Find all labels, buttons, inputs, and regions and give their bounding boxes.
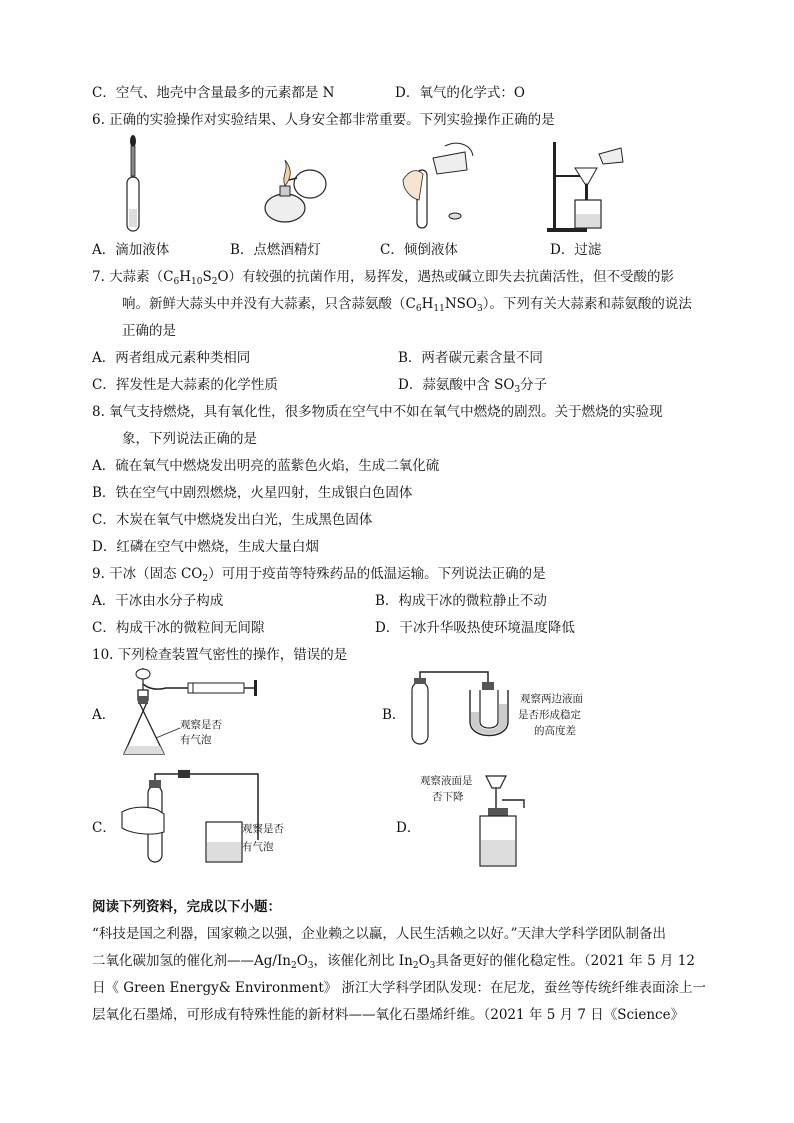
q6-option-a: A．滴加液体 [92,242,170,258]
note-a-line1: 观察是否 [180,719,222,731]
note-d-line2: 否下降 [432,791,464,803]
note-d-line1: 观察液面是 [420,775,473,787]
dropper-figure [118,133,150,233]
q9-stem: 9. 干冰（固态 $CO_2$）可用于疫苗等特殊药品的低温运输。下列说法正确的是 [92,566,546,584]
reading-line4: 层氧化石墨烯，可形成有特殊性能的新材料——氧化石墨烯纤维。（2021 年 5 月 7 日《Science》 [92,1007,685,1023]
q6-stem: 6. 正确的实验操作对实验结果、人身安全都非常重要。下列实验操作正确的是 [92,112,555,128]
q10-stem: 10. 下列检查装置气密性的操作，错误的是 [92,647,348,663]
q10-label-c: C． [92,820,116,836]
u-tube-figure [408,668,598,748]
q7-option-d: D．蒜氨酸中含 $SO_3$分子 [398,377,548,395]
q8-option-c: C．木炭在氧气中燃烧发出白光，生成黑色固体 [92,512,373,528]
q8-stem-line2: 象，下列说法正确的是 [122,431,257,447]
q7-option-c: C．挥发性是大蒜素的化学性质 [92,377,278,393]
q6-option-c: C．倾倒液体 [380,242,458,258]
note-c-line1: 观察是否 [242,823,284,835]
reading-line1: “科技是国之利器，国家赖之以强，企业赖之以赢，人民生活赖之以好。”天津大学科学团队制备出 [92,926,667,942]
q7-stem-line2: 响。新鲜大蒜头中并没有大蒜素，只含蒜氨酸$(C_6H_{11}NSO_3)$。下列有关大蒜素和蒜氨酸的说法 [122,296,692,314]
pouring-liquid-figure [395,140,475,235]
q7-option-b: B．两者碳元素含量不同 [398,350,543,366]
q7-option-a: A．两者组成元素种类相同 [92,350,251,366]
q10-label-b: B． [382,707,406,723]
q10-label-a: A． [92,707,116,723]
note-b-line3: 的高度差 [534,725,576,737]
syringe-flask-figure [118,668,268,760]
reading-line2: 二氧化碳加氢的催化剂$——Ag/In_2O_3$，该催化剂比 $In_2O_3$具备更好的催化稳定性。（2021 年 5 月 12 [92,953,695,971]
note-a-line2: 有气泡 [180,734,212,746]
q9-option-c: C．构成干冰的微粒间无间隙 [92,620,265,636]
reading-line3: 日《 Green Energy& Environment》 浙江大学科学团队发现：在尼龙，蚕丝等传统纤维表面涂上一 [92,980,707,996]
q9-option-b: B．构成干冰的微粒静止不动 [375,593,547,609]
q10-label-d: D． [396,820,421,836]
note-b-line2: 是否形成稳定 [518,709,581,721]
q5-option-c: C．空气、地壳中含量最多的元素都是 N [92,85,335,101]
q6-option-b: B．点燃酒精灯 [230,242,321,258]
note-c-line2: 有气泡 [242,841,274,853]
note-b-line1: 观察两边液面 [520,693,583,705]
q8-option-d: D．红磷在空气中燃烧，生成大量白烟 [92,539,319,555]
q5-option-d: D．氧气的化学式：O [395,85,525,101]
q9-option-d: D．干冰升华吸热使环境温度降低 [375,620,575,636]
q7-stem-line3: 正确的是 [122,323,176,339]
q7-stem-line1: 7. 大蒜素$(C_6H_{10}S_2O)$有较强的抗菌作用，易挥发，遇热或碱立即失去抗菌活性，但不受酸的影 [92,269,675,287]
hand-tube-figure [118,770,298,866]
q8-stem-line1: 8. 氧气支持燃烧，具有氧化性，很多物质在空气中不如在氧气中燃烧的剧烈。关于燃烧的实验现 [92,404,663,420]
funnel-bottle-figure [420,770,550,870]
q6-option-d: D．过滤 [550,242,602,258]
q8-option-b: B．铁在空气中剧烈燃烧，火星四射，生成银白色固体 [92,485,413,501]
q8-option-a: A．硫在氧气中燃烧发出明亮的蓝紫色火焰，生成二氧化硫 [92,458,440,474]
alcohol-lamp-figure [255,150,335,230]
filtration-figure [545,140,625,235]
reading-title: 阅读下列资料，完成以下小题： [92,899,281,915]
q9-option-a: A．干冰由水分子构成 [92,593,224,609]
